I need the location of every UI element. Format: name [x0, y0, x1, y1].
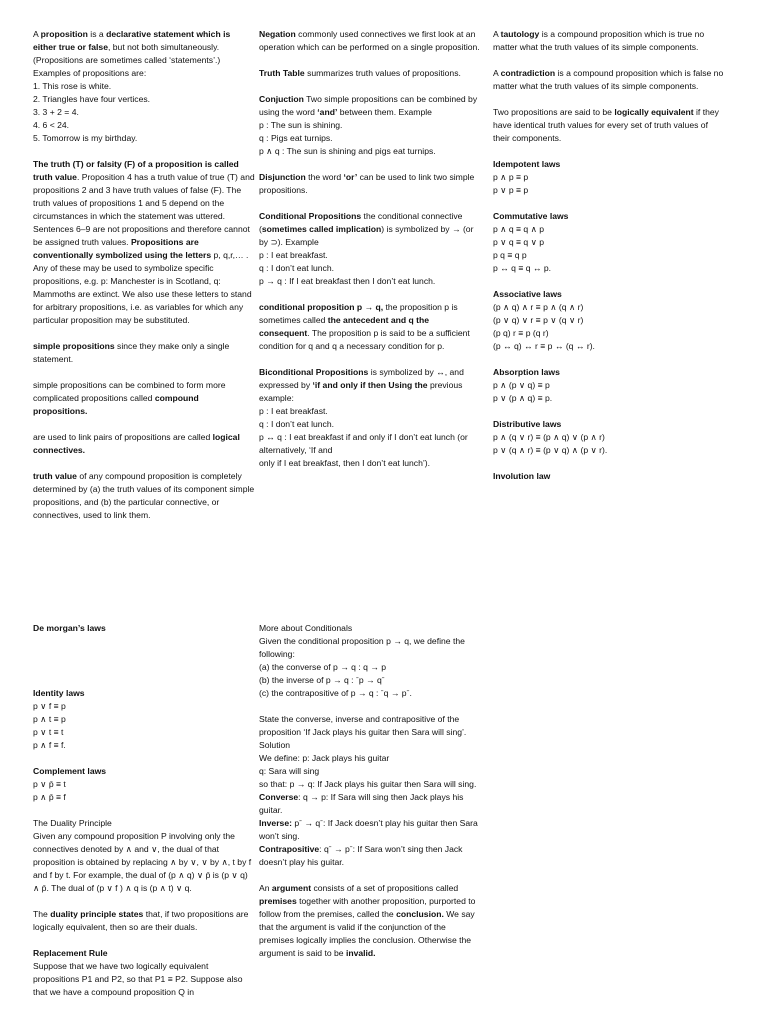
- law-line: p ∧ t ≡ p: [33, 714, 66, 724]
- column-2-bottom: [259, 622, 481, 973]
- conditional-paragraph: Conditional Propositions the conditional connective (sometimes called implication) is symbolized by → (or by ⊃). Example: [259, 211, 474, 247]
- list-item: 1. This rose is white.: [33, 81, 112, 91]
- identity-laws: [33, 687, 255, 752]
- antecedent-consequent-paragraph: conditional proposition p → q, the proposition p is sometimes called the antecedent and q the consequent. The proposition p is said to be a sufficient condition for q and q a necessary condition for p.: [259, 302, 470, 351]
- law-line: (p ∧ q) ∧ r ≡ p ∧ (q ∧ r): [493, 302, 584, 312]
- conditionals-heading: More about Conditionals: [259, 623, 353, 633]
- list-item: 4. 6 < 24.: [33, 120, 70, 130]
- examples-list: [33, 80, 255, 145]
- contrapositive-line: Contrapositive: qˉ → pˉ: If Sara won’t sing then Jack doesn’t play his guitar.: [259, 844, 463, 867]
- exercise-paragraph: State the converse, inverse and contrapositive of the proposition ‘If Jack plays his guitar then Sara will sing’. Solution: [259, 714, 467, 750]
- example-line: p : The sun is shining.: [259, 120, 343, 130]
- section-heading: Absorption laws: [493, 367, 560, 377]
- conditionals-definitions: [259, 661, 481, 700]
- conditional-example: [259, 249, 481, 288]
- involution-law-heading: Involution law: [493, 471, 551, 481]
- law-line: p ∨ (q ∧ r) ≡ (p ∨ q) ∧ (p ∨ r).: [493, 445, 608, 455]
- solution-line: so that: p → q: If Jack plays his guitar then Sara will sing.: [259, 779, 477, 789]
- demorgan-heading: De morgan’s laws: [33, 623, 106, 633]
- truth-value-paragraph: The truth (T) or falsity (F) of a proposition is called truth value. Proposition 4 has a truth value of true (T) and propositions 2 and 3 have truth values of false (F). The truth values of propositions 1 and 5 depend on the circumstances in which the statement was uttered. Sentences 6–9 are not propositions and therefore cannot be assigned truth values. Propositions are conventionally symbolized using the letters p, q,r,… . Any of these may be used to symbolize specific propositions, e.g. p: Manchester is in Scotland, q: Mammoths are extinct. We also use these letters to stand for arbitrary propositions, i.e. as variables for which any particular proposition may be substituted.: [33, 159, 255, 325]
- logical-equivalence-paragraph: Two propositions are said to be logically equivalent if they have identical truth values for every set of truth values of their components.: [493, 107, 719, 143]
- converse-line: Converse: q → p: If Sara will sing then Jack plays his guitar.: [259, 792, 464, 815]
- law-line: (p ↔ q) ↔ r ≡ p ↔ (q ↔ r).: [493, 341, 595, 351]
- absorption-laws: [493, 366, 725, 405]
- truth-table-paragraph: Truth Table summarizes truth values of propositions.: [259, 68, 461, 78]
- example-line: p ∧ q : The sun is shining and pigs eat turnips.: [259, 146, 436, 156]
- complement-laws: [33, 765, 255, 804]
- duality-paragraph: Given any compound proposition P involving only the connectives denoted by ∧ and ∨, the dual of that proposition is obtained by replacing ∧ by ∨, ∨ by ∧, t by f and f by t. For example, the dual of (p ∧ q) ∨ p̄ is (p ∨ q) ∧ p̄. The dual of (p ∨ f ) ∧ q is (p ∧ t) ∨ q.: [33, 831, 252, 893]
- law-line: p ∧ (q ∨ r) ≡ (p ∧ q) ∨ (p ∧ r): [493, 432, 605, 442]
- law-line: p ∧ p ≡ p: [493, 172, 529, 182]
- definition-line: (b) the inverse of p → q : ˉp → qˉ: [259, 675, 385, 685]
- section-heading: Complement laws: [33, 766, 107, 776]
- simple-propositions-paragraph: simple propositions since they make only a single statement.: [33, 341, 230, 364]
- section-heading: Commutative laws: [493, 211, 569, 221]
- conditionals-intro: Given the conditional proposition p → q, we define the following:: [259, 636, 465, 659]
- law-line: (p ∨ q) ∨ r ≡ p ∨ (q ∨ r): [493, 315, 584, 325]
- proposition-definition: A proposition is a declarative statement which is either true or false, but not both simultaneously. (Propositions are sometimes called ‘statements’.) Examples of propositions are:: [33, 29, 231, 78]
- column-3-top: [493, 28, 725, 483]
- law-line: p ∨ (p ∧ q) ≡ p.: [493, 393, 553, 403]
- biconditional-paragraph: Biconditional Propositions is symbolized by ↔, and expressed by ‘if and only if then Using the previous example:: [259, 367, 464, 403]
- law-line: p ∧ f ≡ f.: [33, 740, 66, 750]
- compound-propositions-paragraph: simple propositions can be combined to form more complicated propositions called compound propositions.: [33, 380, 226, 416]
- example-line: p : I eat breakfast.: [259, 250, 328, 260]
- conjunction-example: [259, 119, 481, 158]
- law-line: p ∨ p ≡ p: [493, 185, 529, 195]
- law-line: p ∨ t ≡ t: [33, 727, 64, 737]
- section-heading: Idempotent laws: [493, 159, 561, 169]
- column-2-top: [259, 28, 481, 470]
- law-line: p ∧ q ≡ q ∧ p: [493, 224, 545, 234]
- replacement-rule-heading: Replacement Rule: [33, 948, 108, 958]
- example-line: q : Pigs eat turnips.: [259, 133, 333, 143]
- solution-line: We define: p: Jack plays his guitar: [259, 753, 390, 763]
- associative-laws: [493, 288, 725, 353]
- law-line: p ∨ q ≡ q ∨ p: [493, 237, 545, 247]
- exercise-solution: [259, 752, 481, 869]
- solution-line: q: Sara will sing: [259, 766, 320, 776]
- definition-line: (a) the converse of p → q : q → p: [259, 662, 387, 672]
- duality-principle-paragraph: The duality principle states that, if two propositions are logically equivalent, then so are their duals.: [33, 909, 249, 932]
- definition-line: (c) the contrapositive of p → q : ˉq → pˉ.: [259, 688, 412, 698]
- list-item: 5. Tomorrow is my birthday.: [33, 133, 138, 143]
- section-heading: Identity laws: [33, 688, 85, 698]
- argument-paragraph: An argument consists of a set of propositions called premises together with another proposition, purported to follow from the premises, called the conclusion. We say that the argument is valid if the conjunction of the premises logically implies the conclusion. Otherwise the argument is said to be invalid.: [259, 883, 476, 958]
- column-1-top: [33, 28, 255, 535]
- example-line: q : I don’t eat lunch.: [259, 419, 335, 429]
- tautology-paragraph: A tautology is a compound proposition which is true no matter what the truth values of its simple components.: [493, 29, 705, 52]
- inverse-line: Inverse: pˉ → qˉ: If Jack doesn’t play his guitar then Sara won’t sing.: [259, 818, 478, 841]
- biconditional-example: [259, 405, 481, 470]
- disjunction-paragraph: Disjunction the word ‘or’ can be used to link two simple propositions.: [259, 172, 475, 195]
- example-line: only if I eat breakfast, then I don’t eat lunch’).: [259, 458, 431, 468]
- law-line: p q ≡ q p: [493, 250, 527, 260]
- list-item: 3. 3 + 2 = 4.: [33, 107, 79, 117]
- law-line: (p q) r ≡ p (q r): [493, 328, 549, 338]
- contradiction-paragraph: A contradiction is a compound proposition which is false no matter what the truth values of its simple components.: [493, 68, 724, 91]
- example-line: p : I eat breakfast.: [259, 406, 328, 416]
- section-heading: Associative laws: [493, 289, 562, 299]
- law-line: p ∨ p̄ ≡ t: [33, 779, 66, 789]
- example-line: p → q : If I eat breakfast then I don’t eat lunch.: [259, 276, 436, 286]
- idempotent-laws: [493, 158, 725, 197]
- law-line: p ↔ q ≡ q ↔ p.: [493, 263, 552, 273]
- conjunction-paragraph: Conjuction Two simple propositions can be combined by using the word ‘and’ between them. Example: [259, 94, 478, 117]
- duality-heading: The Duality Principle: [33, 818, 112, 828]
- commutative-laws: [493, 210, 725, 275]
- law-line: p ∧ (p ∨ q) ≡ p: [493, 380, 550, 390]
- section-heading: Distributive laws: [493, 419, 562, 429]
- negation-paragraph: Negation commonly used connectives we first look at an operation which can be performed on a single proposition.: [259, 29, 480, 52]
- compound-truth-value-paragraph: truth value of any compound proposition is completely determined by (a) the truth values of its component simple propositions, and (b) the particular connective, or connectives, used to link them.: [33, 471, 255, 520]
- logical-connectives-paragraph: are used to link pairs of propositions are called logical connectives.: [33, 432, 240, 455]
- law-line: p ∧ p̄ ≡ f: [33, 792, 66, 802]
- example-line: p ↔ q : I eat breakfast if and only if I don’t eat lunch (or alternatively, ‘If and: [259, 432, 468, 455]
- distributive-laws: [493, 418, 725, 457]
- column-1-bottom: [33, 622, 255, 999]
- example-line: q : I don’t eat lunch.: [259, 263, 335, 273]
- law-line: p ∨ f ≡ p: [33, 701, 66, 711]
- replacement-rule-paragraph: Suppose that we have two logically equivalent propositions P1 and P2, so that P1 ≡ P2. Suppose also that we have a compound proposition Q in: [33, 961, 243, 997]
- list-item: 2. Triangles have four vertices.: [33, 94, 151, 104]
